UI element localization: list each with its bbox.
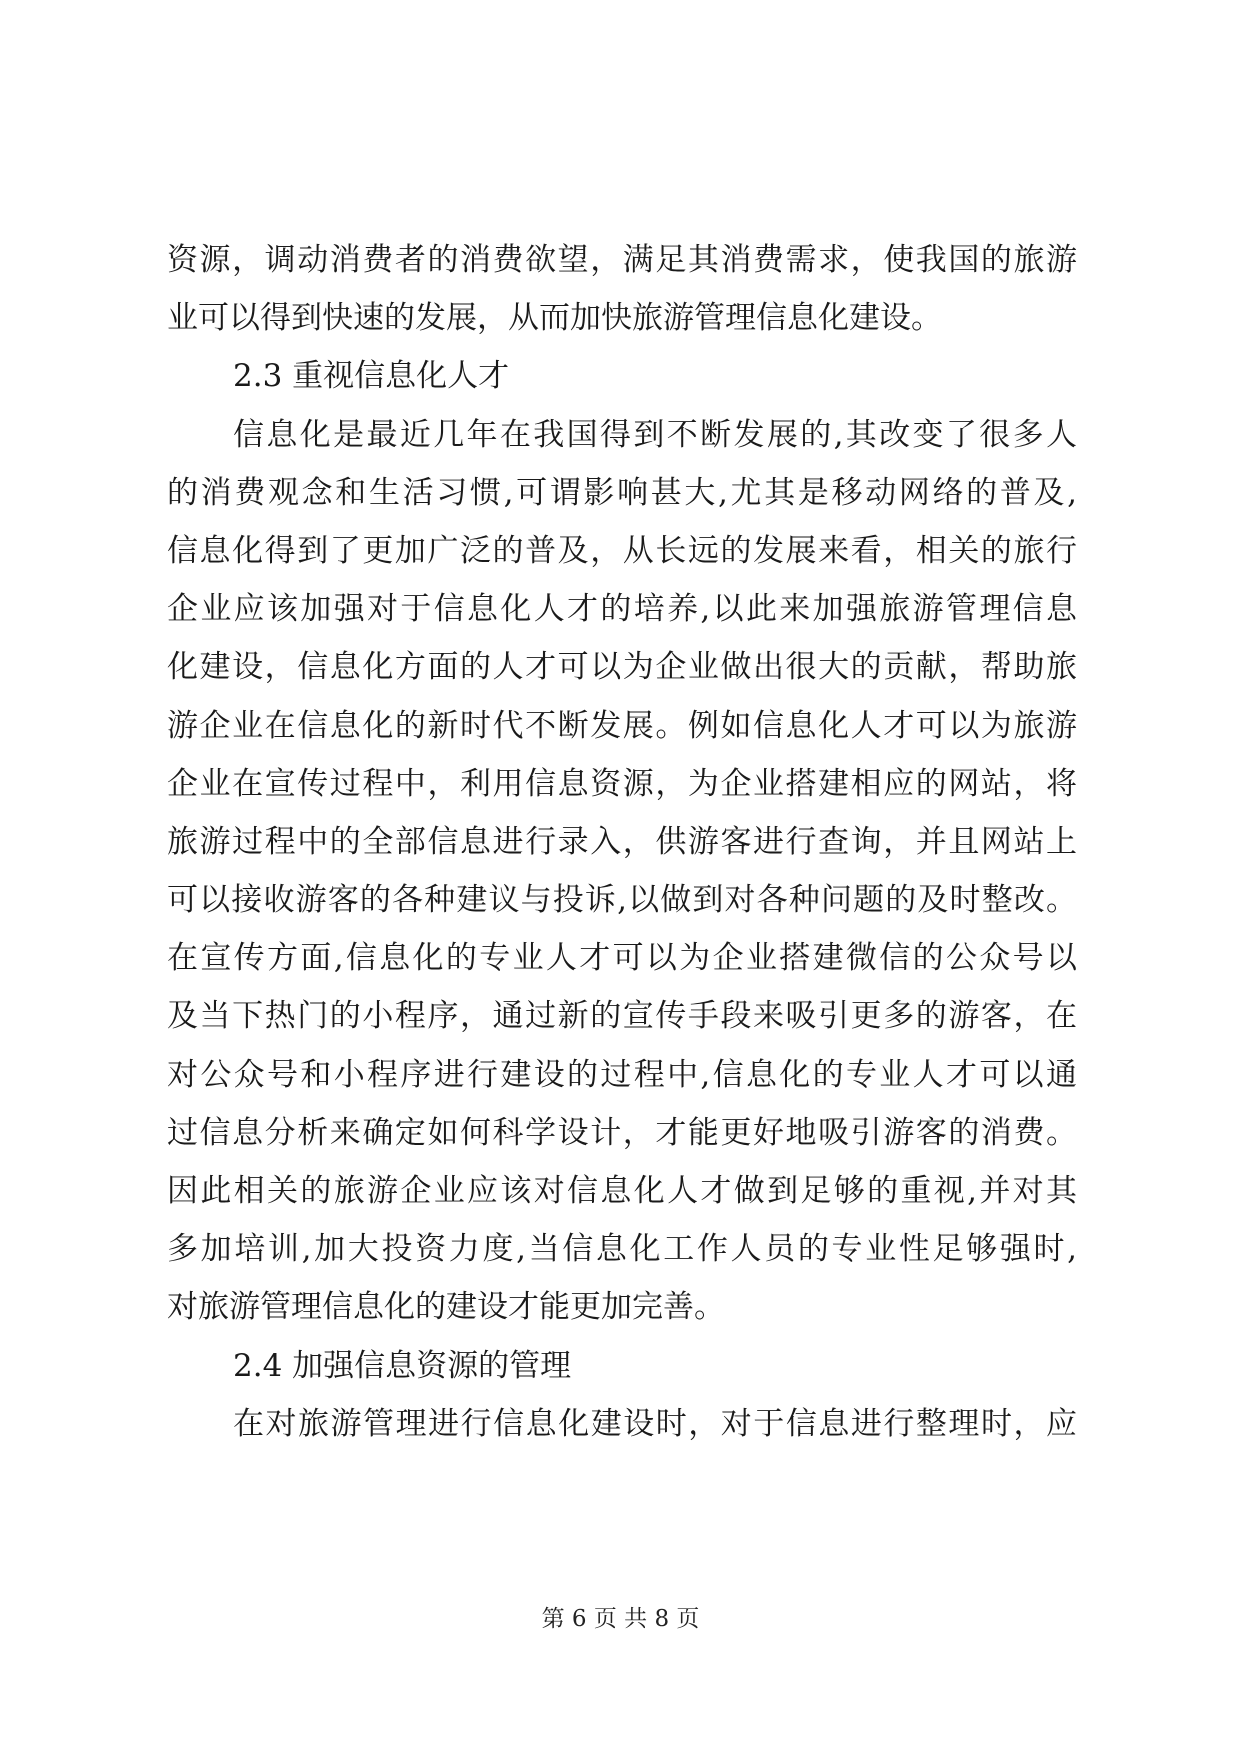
paragraph-first-line: 信息化是最近几年在我国得到不断发展的,其改变了很多人	[233, 416, 1077, 453]
text-line: 过信息分析来确定如何科学设计，才能更好地吸引游客的消费。	[167, 1114, 1077, 1151]
text-line: 多加培训,加大投资力度,当信息化工作人员的专业性足够强时,	[167, 1231, 1077, 1268]
text-line: 资源，调动消费者的消费欲望，满足其消费需求，使我国的旅游	[167, 242, 1077, 278]
text-line: 及当下热门的小程序，通过新的宣传手段来吸引更多的游客，在	[167, 998, 1077, 1035]
page-number-footer: 第 6 页 共 8 页	[541, 1606, 700, 1632]
text-line: 化建设，信息化方面的人才可以为企业做出很大的贡献，帮助旅	[167, 649, 1077, 686]
paragraph-first-line: 在对旅游管理进行信息化建设时，对于信息进行整理时，应	[233, 1405, 1077, 1442]
section-heading-2-3: 2.3 重视信息化人才	[233, 358, 510, 395]
text-line: 企业应该加强对于信息化人才的培养,以此来加强旅游管理信息	[167, 591, 1077, 628]
text-line: 对旅游管理信息化的建设才能更加完善。	[167, 1289, 725, 1326]
section-heading-2-4: 2.4 加强信息资源的管理	[233, 1347, 572, 1384]
text-line: 游企业在信息化的新时代不断发展。例如信息化人才可以为旅游	[167, 707, 1077, 744]
text-line: 可以接收游客的各种建议与投诉,以做到对各种问题的及时整改。	[167, 882, 1077, 919]
text-line: 旅游过程中的全部信息进行录入，供游客进行查询，并且网站上	[167, 823, 1077, 860]
text-line: 信息化得到了更加广泛的普及，从长远的发展来看，相关的旅行	[167, 532, 1077, 569]
text-line: 对公众号和小程序进行建设的过程中,信息化的专业人才可以通	[167, 1056, 1077, 1093]
text-line: 业可以得到快速的发展，从而加快旅游管理信息化建设。	[167, 300, 942, 337]
text-line: 企业在宣传过程中，利用信息资源，为企业搭建相应的网站，将	[167, 765, 1077, 802]
text-line: 在宣传方面,信息化的专业人才可以为企业搭建微信的公众号以	[167, 940, 1077, 977]
text-line: 因此相关的旅游企业应该对信息化人才做到足够的重视,并对其	[167, 1173, 1077, 1209]
document-body	[167, 231, 1077, 1453]
text-line: 的消费观念和生活习惯,可谓影响甚大,尤其是移动网络的普及,	[167, 474, 1077, 511]
